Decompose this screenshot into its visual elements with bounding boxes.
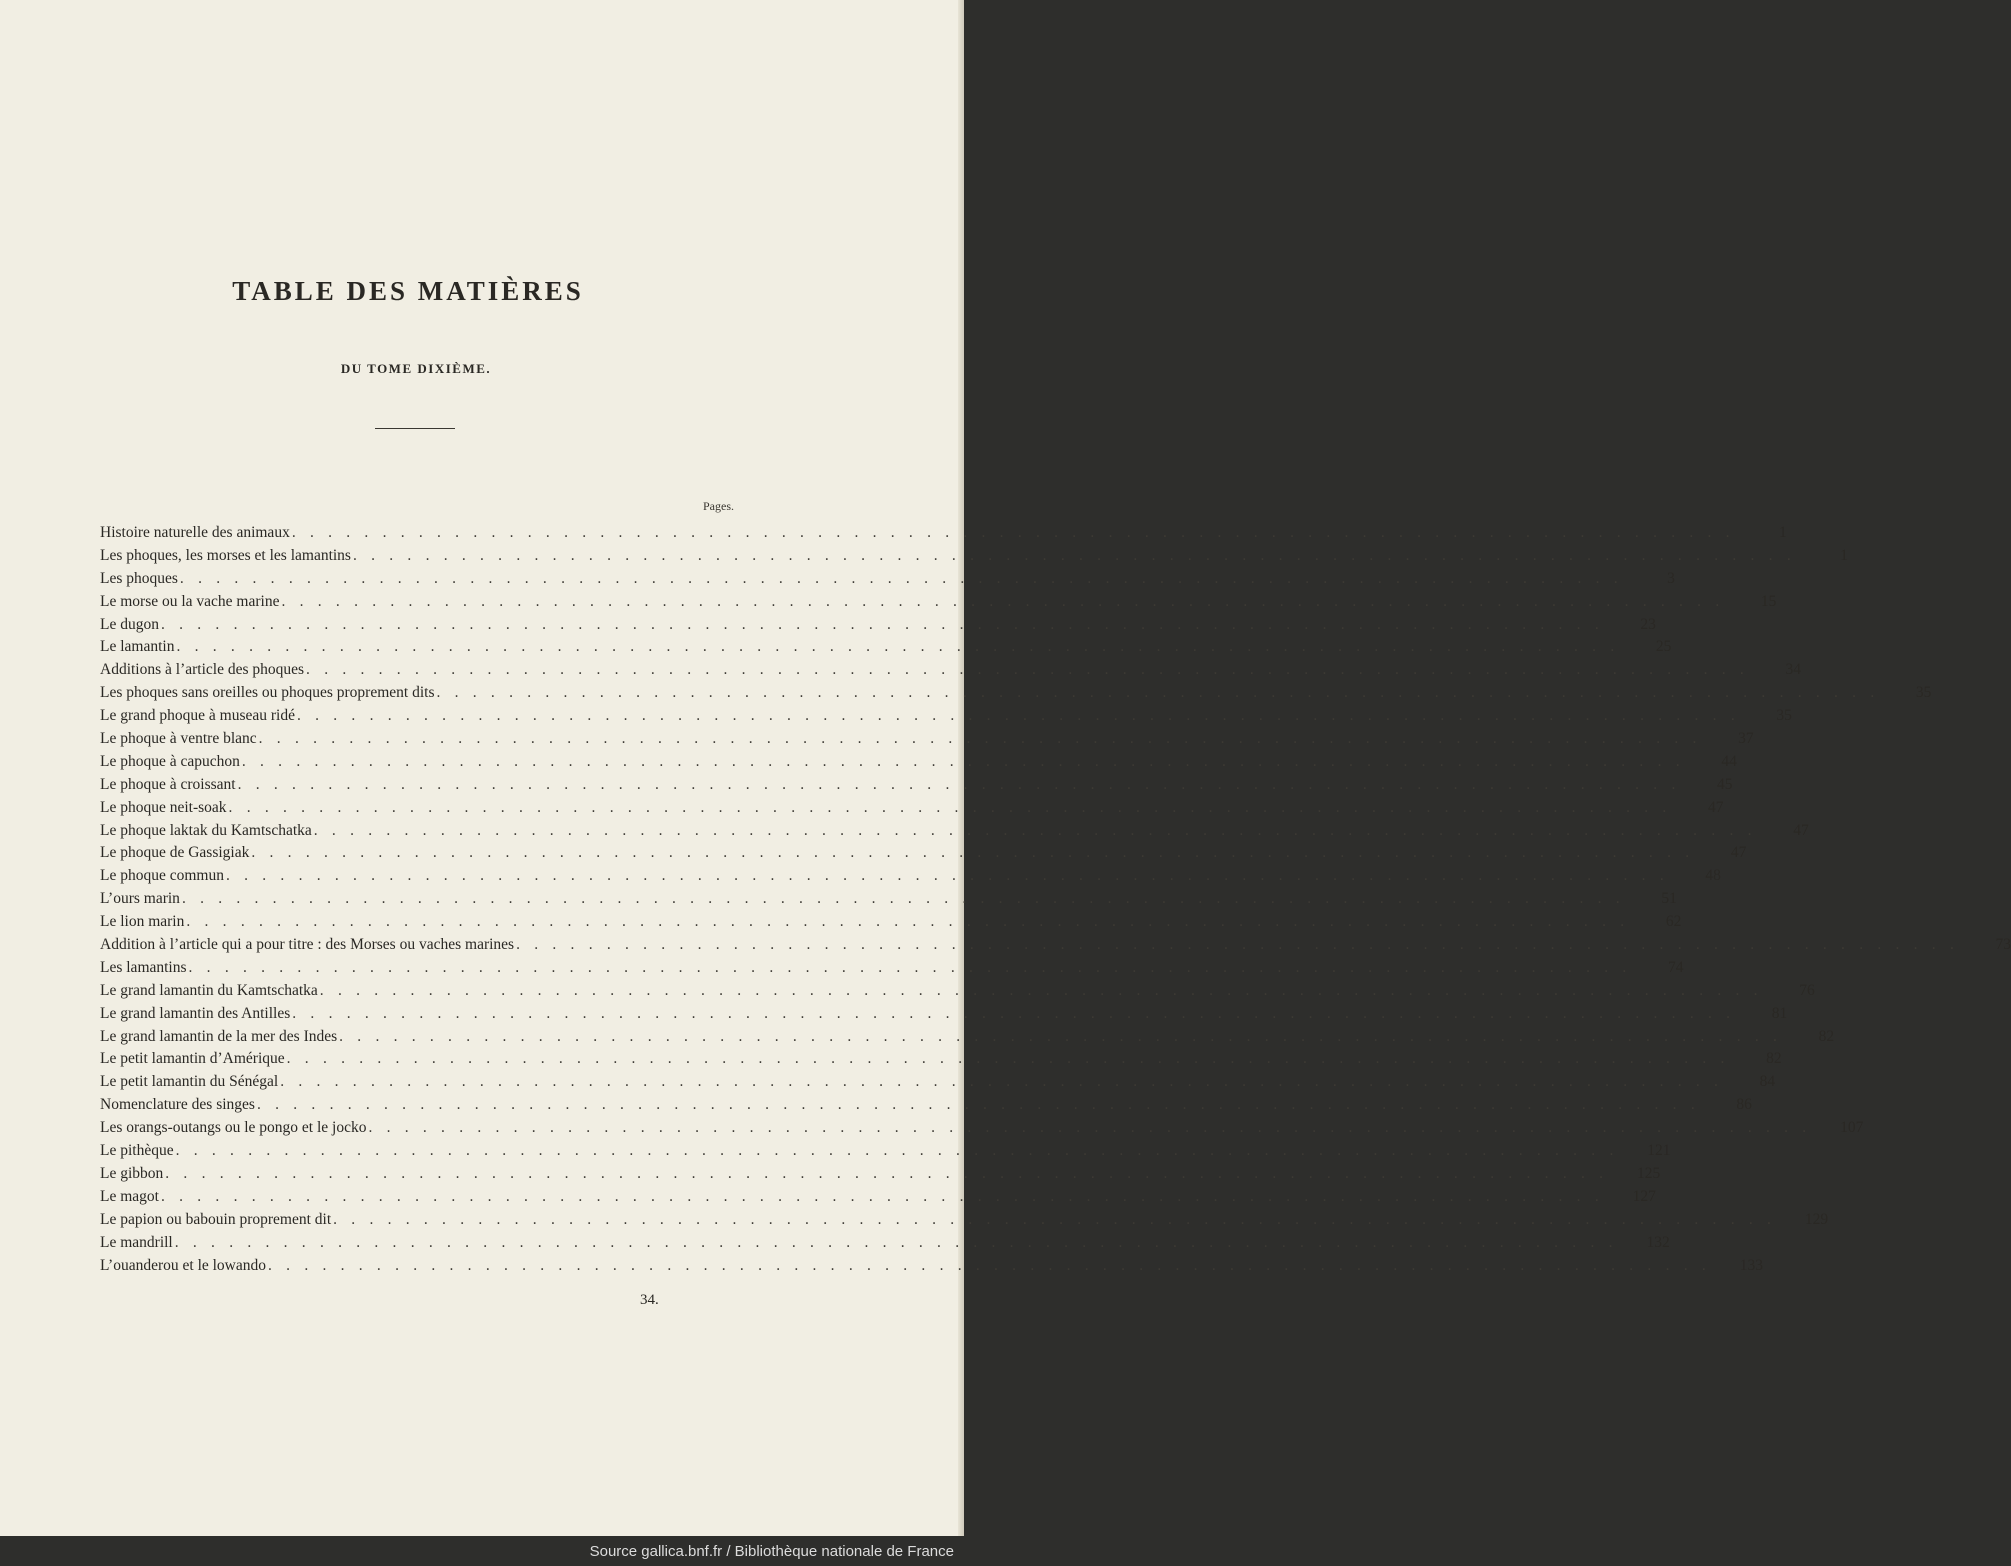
- toc-entry-page: 44: [1721, 752, 1737, 770]
- toc-dot-leader: . . . . . . . . . . . . . . . . . . . . . . . . . . . . . . . . . . . . . . . . . . . . . . . . . . . . . . . . . . . . . . . . . . . . . . . . . . . . . . . .: [516, 936, 1960, 954]
- toc-entry-page: 62: [1665, 913, 1682, 931]
- toc-dot-leader: . . . . . . . . . . . . . . . . . . . . . . . . . . . . . . . . . . . . . . . . . . . . . . . . . . . . . . . . . . . . . . . . . . . . . . . . . . . . . . . .: [256, 1096, 1700, 1114]
- toc-entry-page: 1: [1840, 546, 1848, 564]
- toc-entry: [100, 1026, 1835, 1049]
- pages-column-label: Pages.: [703, 499, 734, 513]
- toc-entry-page: 23: [1640, 615, 1656, 633]
- toc-entry-title: Le phoque à capuchon: [100, 752, 240, 770]
- toc-entry-page: 35: [1915, 684, 1932, 702]
- toc-entry: [100, 636, 1672, 659]
- toc-entry-title: L’ouanderou et le lowando: [100, 1256, 267, 1274]
- toc-dot-leader: . . . . . . . . . . . . . . . . . . . . . . . . . . . . . . . . . . . . . . . . . . . . . . . . . . . . . . . . . . . . . . . . . . . . . . . . . . . . . . . .: [175, 1142, 1619, 1160]
- toc-entry: [100, 568, 1675, 591]
- toc-entry-page: 82: [1818, 1027, 1835, 1045]
- toc-entry: [100, 1186, 1656, 1209]
- page-subtitle: DU TOME DIXIÈME.: [340, 361, 492, 376]
- toc-entry: [100, 1071, 1776, 1094]
- toc-entry-page: 47: [1707, 798, 1724, 816]
- toc-entry-page: 35: [1776, 707, 1792, 725]
- toc-entry-page: 47: [1730, 844, 1747, 862]
- toc-entry-title: Le magot: [100, 1187, 159, 1205]
- toc-dot-leader: . . . . . . . . . . . . . . . . . . . . . . . . . . . . . . . . . . . . . . . . . . . . . . . . . . . . . . . . . . . . . . . . . . . . . . . . . . . . . . . .: [313, 821, 1757, 839]
- toc-entry: [100, 659, 1801, 682]
- toc-entry-page: 132: [1646, 1233, 1670, 1251]
- toc-dot-leader: . . . . . . . . . . . . . . . . . . . . . . . . . . . . . . . . . . . . . . . . . . . . . . . . . . . . . . . . . . . . . . . . . . . . . . . . . . . . . . . .: [188, 958, 1632, 976]
- toc-entry-page: 34: [1785, 661, 1801, 679]
- toc-entry: [100, 591, 1777, 614]
- toc-dot-leader: . . . . . . . . . . . . . . . . . . . . . . . . . . . . . . . . . . . . . . . . . . . . . . . . . . . . . . . . . . . . . . . . . . . . . . . . . . . . . . . .: [179, 569, 1623, 587]
- toc-entry-title: Le lion marin: [100, 913, 185, 931]
- toc-dot-leader: . . . . . . . . . . . . . . . . . . . . . . . . . . . . . . . . . . . . . . . . . . . . . . . . . . . . . . . . . . . . . . . . . . . . . . . . . . . . . . . .: [251, 844, 1695, 862]
- toc-entry-title: Le phoque de Gassigiak: [100, 844, 250, 862]
- toc-entry-page: 86: [1736, 1096, 1752, 1114]
- toc-dot-leader: . . . . . . . . . . . . . . . . . . . . . . . . . . . . . . . . . . . . . . . . . . . . . . . . . . . . . . . . . . . . . . . . . . . . . . . . . . . . . . . .: [368, 1119, 1812, 1137]
- toc-entry-page: 74: [1667, 958, 1684, 976]
- toc-entry-title: Le mandrill: [100, 1233, 173, 1251]
- toc-entry: [100, 865, 1721, 888]
- toc-entry: [100, 797, 1724, 820]
- toc-entry-title: Le grand lamantin de la mer des Indes: [100, 1027, 338, 1045]
- signature-mark: 34.: [640, 1292, 659, 1308]
- toc-entry-title: Le phoque à croissant: [100, 775, 236, 793]
- toc-entry-title: Les phoques: [100, 569, 178, 587]
- toc-entry-page: 73: [1995, 936, 2011, 954]
- toc-entry: [100, 1232, 1670, 1255]
- toc-entry-title: Le gibbon: [100, 1164, 164, 1182]
- toc-entry-title: Le petit lamantin du Sénégal: [100, 1073, 279, 1091]
- toc-entry-title: Additions à l’article des phoques: [100, 661, 305, 679]
- toc-dot-leader: . . . . . . . . . . . . . . . . . . . . . . . . . . . . . . . . . . . . . . . . . . . . . . . . . . . . . . . . . . . . . . . . . . . . . . . . . . . . . . . .: [280, 1073, 1724, 1091]
- toc-dot-leader: . . . . . . . . . . . . . . . . . . . . . . . . . . . . . . . . . . . . . . . . . . . . . . . . . . . . . . . . . . . . . . . . . . . . . . . . . . . . . . . .: [268, 1256, 1711, 1274]
- toc-dot-leader: . . . . . . . . . . . . . . . . . . . . . . . . . . . . . . . . . . . . . . . . . . . . . . . . . . . . . . . . . . . . . . . . . . . . . . . . . . . . . . . .: [225, 867, 1669, 885]
- toc-dot-leader: . . . . . . . . . . . . . . . . . . . . . . . . . . . . . . . . . . . . . . . . . . . . . . . . . . . . . . . . . . . . . . . . . . . . . . . . . . . . . . . .: [306, 661, 1749, 679]
- toc-entry: [100, 1094, 1752, 1117]
- toc-entry: [100, 682, 1932, 705]
- toc-dot-leader: . . . . . . . . . . . . . . . . . . . . . . . . . . . . . . . . . . . . . . . . . . . . . . . . . . . . . . . . . . . . . . . . . . . . . . . . . . . . . . . .: [181, 890, 1625, 908]
- toc-entry-page: 81: [1771, 1004, 1788, 1022]
- toc-dot-leader: . . . . . . . . . . . . . . . . . . . . . . . . . . . . . . . . . . . . . . . . . . . . . . . . . . . . . . . . . . . . . . . . . . . . . . . . . . . . . . . .: [339, 1027, 1783, 1045]
- toc-dot-leader: . . . . . . . . . . . . . . . . . . . . . . . . . . . . . . . . . . . . . . . . . . . . . . . . . . . . . . . . . . . . . . . . . . . . . . . . . . . . . . . .: [186, 913, 1630, 931]
- toc-entry: [100, 957, 1684, 980]
- toc-dot-leader: . . . . . . . . . . . . . . . . . . . . . . . . . . . . . . . . . . . . . . . . . . . . . . . . . . . . . . . . . . . . . . . . . . . . . . . . . . . . . . . .: [237, 775, 1681, 793]
- toc-entry-title: Les phoques, les morses et les lamantins: [100, 546, 351, 564]
- toc-entry: [100, 1255, 1763, 1278]
- toc-entry-page: 133: [1739, 1256, 1763, 1274]
- source-credit: Source gallica.bnf.fr / Bibliothèque nationale de France: [589, 1543, 954, 1560]
- toc-entry: [100, 751, 1737, 774]
- toc-entry-page: 84: [1759, 1073, 1776, 1091]
- toc-dot-leader: . . . . . . . . . . . . . . . . . . . . . . . . . . . . . . . . . . . . . . . . . . . . . . . . . . . . . . . . . . . . . . . . . . . . . . . . . . . . . . . .: [319, 981, 1763, 999]
- toc-entry-page: 1: [1779, 524, 1787, 541]
- toc-dot-leader: . . . . . . . . . . . . . . . . . . . . . . . . . . . . . . . . . . . . . . . . . . . . . . . . . . . . . . . . . . . . . . . . . . . . . . . . . . . . . . . .: [165, 1164, 1609, 1182]
- toc-entry: [100, 888, 1677, 911]
- toc-entry-page: 129: [1804, 1210, 1829, 1228]
- toc-dot-leader: . . . . . . . . . . . . . . . . . . . . . . . . . . . . . . . . . . . . . . . . . . . . . . . . . . . . . . . . . . . . . . . . . . . . . . . . . . . . . . . .: [228, 798, 1672, 816]
- toc-dot-leader: . . . . . . . . . . . . . . . . . . . . . . . . . . . . . . . . . . . . . . . . . . . . . . . . . . . . . . . . . . . . . . . . . . . . . . . . . . . . . . . .: [296, 707, 1740, 725]
- toc-entry: [100, 911, 1682, 934]
- toc-entry-title: Le grand lamantin des Antilles: [100, 1004, 291, 1022]
- toc-entry: [100, 1003, 1788, 1026]
- toc-entry-title: L’ours marin: [100, 890, 180, 908]
- toc-entry: [100, 1048, 1782, 1071]
- toc-dot-leader: . . . . . . . . . . . . . . . . . . . . . . . . . . . . . . . . . . . . . . . . . . . . . . . . . . . . . . . . . . . . . . . . . . . . . . . . . . . . . . . .: [258, 730, 1702, 748]
- toc-dot-leader: . . . . . . . . . . . . . . . . . . . . . . . . . . . . . . . . . . . . . . . . . . . . . . . . . . . . . . . . . . . . . . . . . . . . . . . . . . . . . . . .: [436, 684, 1880, 702]
- toc-entry-title: Le petit lamantin d’Amérique: [100, 1050, 285, 1068]
- toc-entry: [100, 545, 1848, 568]
- toc-entry-page: 25: [1655, 638, 1672, 656]
- toc-dot-leader: . . . . . . . . . . . . . . . . . . . . . . . . . . . . . . . . . . . . . . . . . . . . . . . . . . . . . . . . . . . . . . . . . . . . . . . . . . . . . . . .: [333, 1210, 1777, 1228]
- toc-entry: [100, 820, 1809, 843]
- toc-entry-title: Le grand phoque à museau ridé: [100, 707, 295, 725]
- toc-entry-title: Le phoque à ventre blanc: [100, 730, 257, 748]
- toc-entry: [100, 522, 1787, 545]
- toc-dot-leader: . . . . . . . . . . . . . . . . . . . . . . . . . . . . . . . . . . . . . . . . . . . . . . . . . . . . . . . . . . . . . . . . . . . . . . . . . . . . . . . .: [291, 524, 1735, 541]
- toc-dot-leader: . . . . . . . . . . . . . . . . . . . . . . . . . . . . . . . . . . . . . . . . . . . . . . . . . . . . . . . . . . . . . . . . . . . . . . . . . . . . . . . .: [352, 546, 1796, 564]
- toc-entry-title: Histoire naturelle des animaux: [100, 524, 290, 541]
- toc-dot-leader: . . . . . . . . . . . . . . . . . . . . . . . . . . . . . . . . . . . . . . . . . . . . . . . . . . . . . . . . . . . . . . . . . . . . . . . . . . . . . . . .: [292, 1004, 1736, 1022]
- toc-entry: [100, 842, 1747, 865]
- toc-entry-title: Le phoque neit-soak: [100, 798, 227, 816]
- toc-entry-title: Le papion ou babouin proprement dit: [100, 1210, 332, 1228]
- toc-dot-leader: . . . . . . . . . . . . . . . . . . . . . . . . . . . . . . . . . . . . . . . . . . . . . . . . . . . . . . . . . . . . . . . . . . . . . . . . . . . . . . . .: [160, 1187, 1604, 1205]
- title-rule: [375, 428, 455, 429]
- toc-entry-title: Les lamantins: [100, 958, 187, 976]
- toc-entry-title: Les phoques sans oreilles ou phoques proprement dits: [100, 684, 435, 702]
- toc-entry-page: 48: [1705, 867, 1721, 885]
- toc-entry-page: 127: [1632, 1187, 1656, 1205]
- toc-entry-page: 37: [1738, 730, 1754, 748]
- toc-dot-leader: . . . . . . . . . . . . . . . . . . . . . . . . . . . . . . . . . . . . . . . . . . . . . . . . . . . . . . . . . . . . . . . . . . . . . . . . . . . . . . . .: [176, 638, 1620, 656]
- toc-entry: [100, 1209, 1829, 1232]
- toc-entry: [100, 934, 2011, 957]
- toc-entry-page: 107: [1840, 1119, 1864, 1137]
- toc-entry-title: Le pithèque: [100, 1142, 174, 1160]
- toc-entry: [100, 728, 1754, 751]
- toc-dot-leader: . . . . . . . . . . . . . . . . . . . . . . . . . . . . . . . . . . . . . . . . . . . . . . . . . . . . . . . . . . . . . . . . . . . . . . . . . . . . . . . .: [174, 1233, 1618, 1251]
- toc-entry: [100, 1140, 1671, 1163]
- toc-dot-leader: . . . . . . . . . . . . . . . . . . . . . . . . . . . . . . . . . . . . . . . . . . . . . . . . . . . . . . . . . . . . . . . . . . . . . . . . . . . . . . . .: [160, 615, 1604, 633]
- toc-entry-title: Le phoque laktak du Kamtschatka: [100, 821, 312, 839]
- toc-dot-leader: . . . . . . . . . . . . . . . . . . . . . . . . . . . . . . . . . . . . . . . . . . . . . . . . . . . . . . . . . . . . . . . . . . . . . . . . . . . . . . . .: [286, 1050, 1730, 1068]
- toc-entry-page: 15: [1760, 592, 1777, 610]
- toc-entry-title: Les orangs-outangs ou le pongo et le jocko: [100, 1119, 367, 1137]
- page-title: TABLE DES MATIÈRES: [232, 276, 584, 306]
- toc-dot-leader: . . . . . . . . . . . . . . . . . . . . . . . . . . . . . . . . . . . . . . . . . . . . . . . . . . . . . . . . . . . . . . . . . . . . . . . . . . . . . . . .: [241, 752, 1685, 770]
- toc-entry-title: Addition à l’article qui a pour titre : des Morses ou vaches marines: [100, 936, 515, 954]
- toc-entry-page: 121: [1647, 1142, 1671, 1160]
- toc-entry-page: 82: [1766, 1050, 1782, 1068]
- toc-entry: [100, 980, 1815, 1003]
- toc-dot-leader: . . . . . . . . . . . . . . . . . . . . . . . . . . . . . . . . . . . . . . . . . . . . . . . . . . . . . . . . . . . . . . . . . . . . . . . . . . . . . . . .: [281, 592, 1725, 610]
- toc-entry-page: 45: [1717, 775, 1733, 793]
- toc-entry-title: Nomenclature des singes: [100, 1096, 255, 1114]
- toc-entry-title: Le morse ou la vache marine: [100, 592, 280, 610]
- toc-entry-page: 3: [1667, 569, 1675, 587]
- toc-entry: [100, 614, 1656, 637]
- toc-entry-page: 76: [1799, 981, 1815, 999]
- toc-entry-title: Le grand lamantin du Kamtschatka: [100, 981, 318, 999]
- toc-entry: [100, 705, 1792, 728]
- toc-entry-page: 47: [1793, 821, 1809, 839]
- toc-entry-title: Le lamantin: [100, 638, 175, 656]
- table-of-contents: [100, 522, 2011, 1277]
- toc-entry-title: Le phoque commun: [100, 867, 224, 885]
- toc-entry-title: Le dugon: [100, 615, 159, 633]
- toc-entry: [100, 1117, 1864, 1140]
- toc-entry: [100, 1163, 1661, 1186]
- toc-entry: [100, 774, 1733, 797]
- toc-entry-page: 51: [1661, 890, 1677, 908]
- toc-entry-page: 125: [1636, 1164, 1661, 1182]
